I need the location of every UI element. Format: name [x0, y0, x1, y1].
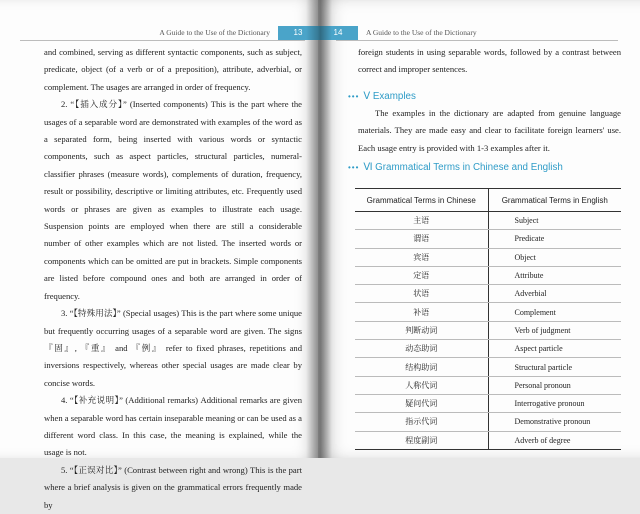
english-term-cell: Adverb of degree — [488, 431, 621, 449]
table-row — [355, 340, 621, 358]
page-number: 13 — [278, 26, 318, 40]
right-page — [318, 0, 640, 458]
english-term-cell: Adverbial — [488, 285, 621, 303]
english-term-cell: Object — [488, 248, 621, 266]
paragraph: 5. “【正误对比】” (Contrast between right and wrong) This is the part where a brief analysis is given on the grammatical errors frequently made by — [44, 464, 302, 510]
section-heading-terms — [348, 162, 563, 173]
english-term-cell: Attribute — [488, 266, 621, 284]
chinese-term-cell: 动态助词 — [355, 340, 488, 358]
chinese-term-cell: 指示代词 — [355, 413, 488, 431]
paragraph: foreign students in using separable words, followed by a contrast between correct and improper sentences. — [358, 47, 621, 75]
chinese-term-cell: 主语 — [355, 212, 488, 230]
paragraph: 3. “【特殊用法】” (Special usages) This is the part where some unique but frequently occurring usages of a separable word are given. The signs 『固』, 『重』 and 『例』 refer to fixed phrases, repetitions and inversions respectively, whereas other special usages are made clear by concise words. — [44, 308, 302, 388]
header-rule — [20, 40, 305, 41]
english-term-cell: Personal pronoun — [488, 376, 621, 394]
english-term-cell: Interrogative pronoun — [488, 394, 621, 412]
left-page-body — [44, 44, 302, 514]
english-term-cell: Verb of judgment — [488, 321, 621, 339]
section-heading-examples — [348, 91, 416, 102]
book-spine-shadow — [306, 0, 332, 458]
left-page — [0, 0, 318, 510]
english-term-cell: Demonstrative pronoun — [488, 413, 621, 431]
paragraph: 2. “【插入成分】” (Inserted components) This is the part where the usages of a separable word are demonstrated with examples of the word as a separated form, being inserted with various words or syntactic components, such as aspect particles, structural particles, numeral-classifier phrases (measure words), complements of duration, frequency, result or possibility, descriptive or limiting attributes, etc. Frequently used words or phrases are given as examples to illustrate each usage. Suspension points are employed when there are still a considerable number of other examples which are not listed. The inserted words or components which can be omitted are put in brackets. Simple components are listed before compound ones and both are arranged in order of frequency. — [44, 99, 302, 301]
right-page-header — [318, 26, 640, 40]
paragraph: 4. “【补充说明】” (Additional remarks) Additional remarks are given when a separable word has certain inseparable meaning or can be used as a different word class. In this case, the meaning is explained, while the usage is not. — [44, 395, 302, 458]
right-page-body — [358, 44, 621, 79]
table-row — [355, 431, 621, 449]
paragraph: The examples in the dictionary are adapted from genuine language materials. They are made easy and clear to facilitate foreign learners' use. Each usage entry is provided with 1-3 examples after it. — [358, 108, 621, 153]
chinese-term-cell: 判断动词 — [355, 321, 488, 339]
table-row — [355, 358, 621, 376]
section-body-examples — [358, 105, 621, 157]
left-page-header — [0, 26, 318, 40]
running-title: A Guide to the Use of the Dictionary — [159, 28, 270, 37]
paragraph: and combined, serving as different syntactic components, such as subject, predicate, object (of a verb or of a preposition), attribute, adverbial, or complement. The usages are arranged in order of frequency. — [44, 47, 302, 92]
table-row — [355, 266, 621, 284]
english-term-cell: Complement — [488, 303, 621, 321]
chinese-term-cell: 定语 — [355, 266, 488, 284]
bullet-dots-icon: ••• — [348, 92, 360, 101]
table-row — [355, 248, 621, 266]
english-term-cell: Subject — [488, 212, 621, 230]
english-term-cell: Predicate — [488, 230, 621, 248]
chinese-term-cell: 结构助词 — [355, 358, 488, 376]
running-title: A Guide to the Use of the Dictionary — [366, 28, 477, 37]
chinese-term-cell: 补语 — [355, 303, 488, 321]
section-title: Ⅴ Examples — [363, 91, 416, 102]
grammatical-terms-table — [355, 188, 621, 450]
page-number: 14 — [318, 26, 358, 40]
english-term-cell: Structural particle — [488, 358, 621, 376]
table-row — [355, 413, 621, 431]
table-row — [355, 230, 621, 248]
chinese-term-cell: 谓语 — [355, 230, 488, 248]
section-title: Ⅵ Grammatical Terms in Chinese and English — [363, 162, 563, 173]
table-row — [355, 303, 621, 321]
chinese-term-cell: 宾语 — [355, 248, 488, 266]
table-row — [355, 285, 621, 303]
table-row — [355, 376, 621, 394]
chinese-term-cell: 疑问代词 — [355, 394, 488, 412]
table-row — [355, 394, 621, 412]
chinese-term-cell: 状语 — [355, 285, 488, 303]
column-header: Grammatical Terms in English — [488, 189, 621, 212]
table-header-row — [355, 189, 621, 212]
table-row — [355, 212, 621, 230]
chinese-term-cell: 人称代词 — [355, 376, 488, 394]
table-row — [355, 321, 621, 339]
column-header: Grammatical Terms in Chinese — [355, 189, 488, 212]
header-rule — [336, 40, 618, 41]
chinese-term-cell: 程度副词 — [355, 431, 488, 449]
english-term-cell: Aspect particle — [488, 340, 621, 358]
bullet-dots-icon: ••• — [348, 163, 360, 172]
table-body — [355, 212, 621, 450]
